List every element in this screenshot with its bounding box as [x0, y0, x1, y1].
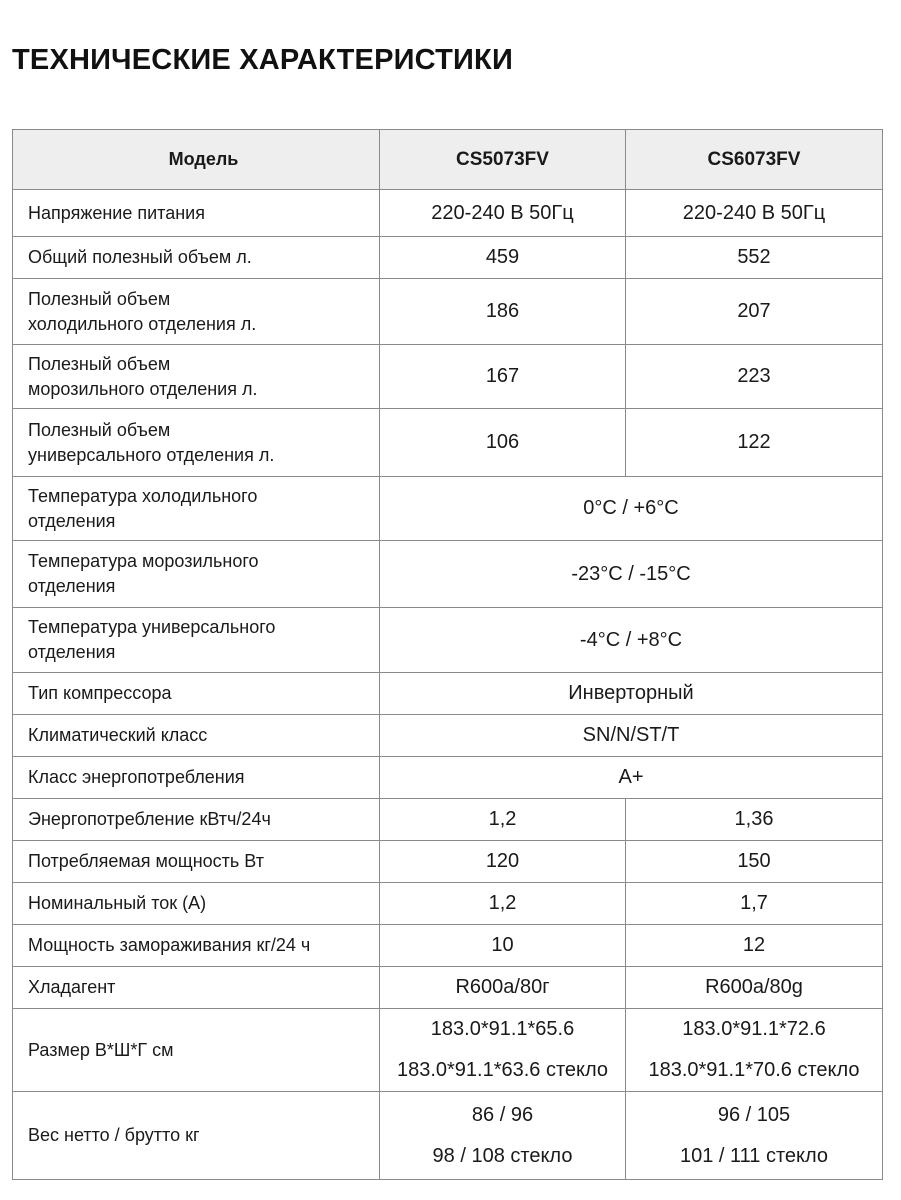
row-label: Общий полезный объем л.: [13, 237, 380, 279]
table-row: [13, 190, 883, 237]
row-value-shared: A+: [380, 757, 883, 799]
row-value-shared: Инверторный: [380, 673, 883, 715]
table-row: [13, 237, 883, 279]
row-label-line-1: Полезный объем: [28, 288, 171, 309]
value-standard: 96 / 105: [717, 1103, 791, 1126]
header-label: Модель: [13, 130, 380, 190]
row-value-model-1: 186: [380, 279, 626, 345]
row-label: Класс энергопотребления: [13, 757, 380, 799]
table-row: [13, 715, 883, 757]
row-value-model-1: 10: [380, 925, 626, 967]
row-label: Напряжение питания: [13, 190, 380, 237]
row-value-model-1: 167: [380, 345, 626, 409]
row-value-shared: -23°С / -15°С: [380, 541, 883, 608]
row-value-model-1: 220-240 В 50Гц: [380, 190, 626, 237]
row-label-line-1: Температура морозильного: [28, 551, 259, 571]
table-row: [13, 477, 883, 541]
value-glass: 98 / 108 стекло: [432, 1144, 573, 1167]
row-value-model-2: 220-240 В 50Гц: [626, 190, 883, 237]
row-label: Потребляемая мощность Вт: [13, 841, 380, 883]
row-value-model-2: 122: [626, 409, 883, 477]
table-row: [13, 1009, 883, 1092]
row-label: [13, 477, 380, 541]
header-model-2: CS6073FV: [626, 130, 883, 190]
row-label: Вес нетто / брутто кг: [13, 1092, 380, 1180]
row-label-line-1: Полезный объем: [28, 353, 171, 374]
row-value-model-2: R600a/80g: [626, 967, 883, 1009]
table-row: [13, 757, 883, 799]
table-row: [13, 925, 883, 967]
table-row: [13, 279, 883, 345]
value-standard: 183.0*91.1*65.6: [430, 1018, 575, 1040]
row-label: [13, 409, 380, 477]
table-row: [13, 409, 883, 477]
row-value-model-1: [380, 1009, 626, 1092]
row-value-model-2: 1,7: [626, 883, 883, 925]
row-label: Климатический класс: [13, 715, 380, 757]
row-label: Тип компрессора: [13, 673, 380, 715]
row-value-model-2: [626, 1009, 883, 1092]
row-label: [13, 345, 380, 409]
row-label: Размер В*Ш*Г см: [13, 1009, 380, 1092]
row-value-model-1: [380, 1092, 626, 1180]
table-row: [13, 1092, 883, 1180]
row-value-model-2: 12: [626, 925, 883, 967]
row-value-shared: 0°С / +6°С: [380, 477, 883, 541]
row-label: [13, 541, 380, 608]
table-row: [13, 967, 883, 1009]
row-label-line-1: Полезный объем: [28, 419, 171, 440]
row-value-model-2: [626, 1092, 883, 1180]
row-value-model-1: 120: [380, 841, 626, 883]
row-label: [13, 279, 380, 345]
row-label-line-2: отделения: [28, 642, 116, 662]
row-value-model-1: 1,2: [380, 883, 626, 925]
table-row: [13, 608, 883, 673]
table-row: [13, 841, 883, 883]
table-row: [13, 799, 883, 841]
value-standard: 183.0*91.1*72.6: [682, 1018, 826, 1040]
row-value-model-1: 1,2: [380, 799, 626, 841]
value-glass: 101 / 111 стекло: [679, 1144, 829, 1167]
table-row: [13, 883, 883, 925]
value-standard: 86 / 96: [471, 1103, 534, 1126]
table-row: [13, 541, 883, 608]
row-label-line-2: морозильного отделения л.: [28, 378, 258, 399]
row-value-model-1: 106: [380, 409, 626, 477]
row-value-model-2: 552: [626, 237, 883, 279]
header-model-1: CS5073FV: [380, 130, 626, 190]
row-label-line-2: отделения: [28, 510, 116, 531]
row-label: Мощность замораживания кг/24 ч: [13, 925, 380, 967]
row-value-model-1: R600a/80г: [380, 967, 626, 1009]
row-label: Хладагент: [13, 967, 380, 1009]
table-row: [13, 345, 883, 409]
table-header-row: [13, 130, 883, 190]
row-label: [13, 608, 380, 673]
row-value-shared: -4°С / +8°С: [380, 608, 883, 673]
value-glass: 183.0*91.1*63.6 стекло: [396, 1059, 609, 1081]
row-value-model-2: 223: [626, 345, 883, 409]
row-label-line-1: Температура универсального: [28, 617, 276, 637]
row-value-model-1: 459: [380, 237, 626, 279]
page-title: ТЕХНИЧЕСКИЕ ХАРАКТЕРИСТИКИ: [12, 44, 514, 76]
row-label: Номинальный ток (А): [13, 883, 380, 925]
row-label-line-2: отделения: [28, 576, 116, 596]
table-row: [13, 673, 883, 715]
row-label-line-2: холодильного отделения л.: [28, 313, 257, 334]
row-label-line-2: универсального отделения л.: [28, 444, 275, 465]
row-label: Энергопотребление кВтч/24ч: [13, 799, 380, 841]
row-value-model-2: 1,36: [626, 799, 883, 841]
row-value-model-2: 150: [626, 841, 883, 883]
specs-table: [12, 129, 883, 1180]
row-value-model-2: 207: [626, 279, 883, 345]
row-label-line-1: Температура холодильного: [28, 485, 258, 506]
row-value-shared: SN/N/ST/T: [380, 715, 883, 757]
value-glass: 183.0*91.1*70.6 стекло: [648, 1059, 860, 1081]
